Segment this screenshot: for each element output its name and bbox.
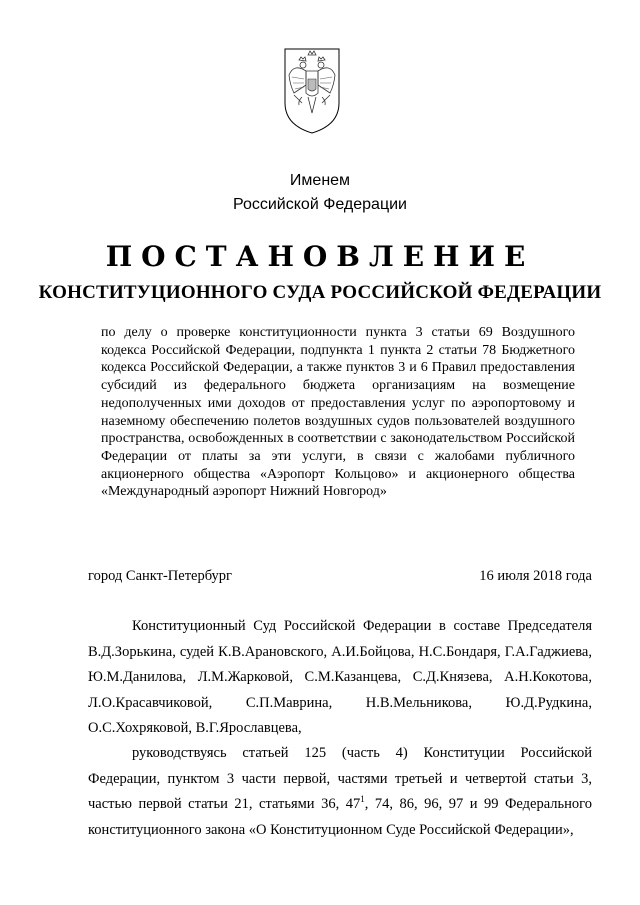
- legal-basis-text: руководствуясь статьей 125 (часть 4) Конституции Российской Федерации, пунктом 3 части первой, частями третьей и четвертой статьи 3, частью первой статьи 21, статьями 36, 47: [88, 745, 592, 813]
- legal-basis-text-cont: , 74, 86, 96, 97 и 99 Федерального конституционного закона «О Конституционном Суде Российской Федерации»,: [88, 796, 593, 838]
- court-name: КОНСТИТУЦИОННОГО СУДА РОССИЙСКОЙ ФЕДЕРАЦИИ: [38, 282, 602, 303]
- court-composition-paragraph: Конституционный Суд Российской Федерации в составе Председателя В.Д.Зорькина, судей К.В.Арановского, А.И.Бойцова, Н.С.Бондаря, Г.А.Гаджиева, Ю.М.Данилова, Л.М.Жарковой, С.М.Казанцева, С.Д.Князева, А.Н.Кокотова, Л.О.Красавчиковой, С.П.Маврина, Н.В.Мельникова, Ю.Д.Рудкина, О.С.Хохряковой, В.Г.Ярославцева,: [88, 618, 592, 737]
- document-title: ПОСТАНОВЛЕНИЕ: [105, 240, 535, 273]
- coat-of-arms-icon: [282, 45, 342, 135]
- legal-basis-paragraph: [88, 741, 592, 843]
- in-name-heading: Именем: [289, 172, 351, 189]
- article-superscript: 1: [360, 794, 365, 805]
- federation-heading: Российской Федерации: [233, 196, 407, 213]
- place-and-date: [88, 568, 592, 585]
- place: город Санкт-Петербург: [88, 568, 233, 584]
- case-subject: по делу о проверке конституционности пункта 3 статьи 69 Воздушного кодекса Российской Федерации, подпункта 1 пункта 2 статьи 78 Бюджетного кодекса Российской Федерации, а также пунктов 3 и 6 Правил предоставления субсидий из федерального бюджета организациям на возмещение недополученных ими доходов от предоставления услуг по аэропортовому и наземному обеспечению полетов воздушных судов пользователей воздушного пространства, освобожденных в соответствии с законодательством Российской Федерации от платы за эти услуги, в связи с жалобами публичного акционерного общества «Аэропорт Кольцово» и акционерного общества «Международный аэропорт Нижний Новгород»: [101, 325, 575, 500]
- date: 16 июля 2018 года: [479, 568, 592, 584]
